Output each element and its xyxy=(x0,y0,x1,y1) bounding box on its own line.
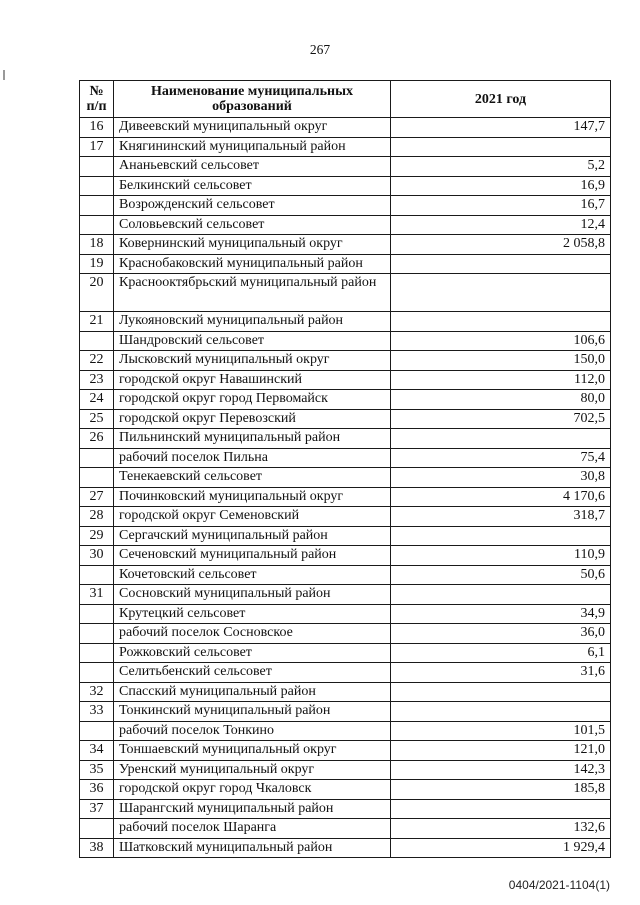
row-name: городской округ Перевозский xyxy=(114,409,391,429)
document-id: 0404/2021-1104(1) xyxy=(508,878,610,892)
table-body xyxy=(80,118,611,858)
table-row xyxy=(80,682,611,702)
table-row xyxy=(80,741,611,761)
row-value xyxy=(391,429,611,449)
row-number: 28 xyxy=(80,507,114,527)
row-number: 23 xyxy=(80,370,114,390)
row-number: 29 xyxy=(80,526,114,546)
row-number: 37 xyxy=(80,799,114,819)
row-number: 30 xyxy=(80,546,114,566)
row-number: 33 xyxy=(80,702,114,722)
row-value: 185,8 xyxy=(391,780,611,800)
row-name: Пильнинский муниципальный район xyxy=(114,429,391,449)
row-name: Шатковский муниципальный район xyxy=(114,838,391,858)
row-value: 16,9 xyxy=(391,176,611,196)
table-row xyxy=(80,565,611,585)
row-name: городской округ Семеновский xyxy=(114,507,391,527)
table-row xyxy=(80,643,611,663)
table-row xyxy=(80,137,611,157)
header-year: 2021 год xyxy=(391,81,611,118)
table-row xyxy=(80,585,611,605)
row-value xyxy=(391,137,611,157)
row-value xyxy=(391,799,611,819)
row-value: 31,6 xyxy=(391,663,611,683)
row-value xyxy=(391,702,611,722)
row-value: 75,4 xyxy=(391,448,611,468)
row-name: Ананьевский сельсовет xyxy=(114,157,391,177)
row-value: 36,0 xyxy=(391,624,611,644)
row-number: 34 xyxy=(80,741,114,761)
row-number: 24 xyxy=(80,390,114,410)
row-number xyxy=(80,663,114,683)
row-number xyxy=(80,643,114,663)
row-number: 32 xyxy=(80,682,114,702)
row-name: Крутецкий сельсовет xyxy=(114,604,391,624)
row-name: Кочетовский сельсовет xyxy=(114,565,391,585)
row-name: Дивеевский муниципальный округ xyxy=(114,118,391,138)
row-value: 4 170,6 xyxy=(391,487,611,507)
row-name: Соловьевский сельсовет xyxy=(114,215,391,235)
table-row xyxy=(80,780,611,800)
table-row xyxy=(80,487,611,507)
row-name: Тонкинский муниципальный район xyxy=(114,702,391,722)
table-row xyxy=(80,799,611,819)
row-number xyxy=(80,157,114,177)
row-number xyxy=(80,468,114,488)
table-row xyxy=(80,468,611,488)
row-name: Шарангский муниципальный район xyxy=(114,799,391,819)
row-number xyxy=(80,721,114,741)
row-value: 132,6 xyxy=(391,819,611,839)
table-row xyxy=(80,838,611,858)
row-name: Возрожденский сельсовет xyxy=(114,196,391,216)
row-number xyxy=(80,196,114,216)
row-name: городской округ город Чкаловск xyxy=(114,780,391,800)
row-number: 36 xyxy=(80,780,114,800)
row-name: Спасский муниципальный район xyxy=(114,682,391,702)
header-name: Наименование муниципальных образований xyxy=(114,81,391,118)
row-name: Белкинский сельсовет xyxy=(114,176,391,196)
row-number xyxy=(80,819,114,839)
table-header-row xyxy=(80,81,611,118)
row-value: 30,8 xyxy=(391,468,611,488)
row-number xyxy=(80,604,114,624)
row-name: городской округ Навашинский xyxy=(114,370,391,390)
row-number xyxy=(80,176,114,196)
row-value: 5,2 xyxy=(391,157,611,177)
row-value: 112,0 xyxy=(391,370,611,390)
header-number: № п/п xyxy=(80,81,114,118)
table-row xyxy=(80,663,611,683)
table-row xyxy=(80,331,611,351)
table-row xyxy=(80,507,611,527)
row-name: Уренский муниципальный округ xyxy=(114,760,391,780)
row-name: Селитьбенский сельсовет xyxy=(114,663,391,683)
table-row xyxy=(80,409,611,429)
table-row xyxy=(80,215,611,235)
row-value: 6,1 xyxy=(391,643,611,663)
row-value: 16,7 xyxy=(391,196,611,216)
row-number xyxy=(80,565,114,585)
table-row xyxy=(80,370,611,390)
row-name: рабочий поселок Пильна xyxy=(114,448,391,468)
row-name: рабочий поселок Тонкино xyxy=(114,721,391,741)
row-value: 110,9 xyxy=(391,546,611,566)
row-number: 27 xyxy=(80,487,114,507)
row-value xyxy=(391,585,611,605)
budget-table xyxy=(79,80,611,858)
row-number: 20 xyxy=(80,274,114,312)
row-number: 21 xyxy=(80,312,114,332)
table-row xyxy=(80,429,611,449)
table-row xyxy=(80,254,611,274)
table-row xyxy=(80,390,611,410)
row-number xyxy=(80,624,114,644)
row-name: Княгининский муниципальный район xyxy=(114,137,391,157)
scan-edge-mark xyxy=(3,70,5,80)
table-row xyxy=(80,526,611,546)
row-value: 101,5 xyxy=(391,721,611,741)
row-number: 16 xyxy=(80,118,114,138)
row-name: Шандровский сельсовет xyxy=(114,331,391,351)
table-row xyxy=(80,702,611,722)
table-row xyxy=(80,604,611,624)
row-number xyxy=(80,215,114,235)
row-name: Ковернинский муниципальный округ xyxy=(114,235,391,255)
row-name: Починковский муниципальный округ xyxy=(114,487,391,507)
table-row xyxy=(80,351,611,371)
table-row xyxy=(80,176,611,196)
row-value: 12,4 xyxy=(391,215,611,235)
table-row xyxy=(80,760,611,780)
row-number: 31 xyxy=(80,585,114,605)
row-number xyxy=(80,448,114,468)
row-number: 19 xyxy=(80,254,114,274)
row-value: 147,7 xyxy=(391,118,611,138)
table-row xyxy=(80,624,611,644)
table-row xyxy=(80,196,611,216)
row-value xyxy=(391,312,611,332)
table-row xyxy=(80,312,611,332)
row-name: Краснобаковский муниципальный район xyxy=(114,254,391,274)
page-number: 267 xyxy=(309,42,331,57)
row-value: 2 058,8 xyxy=(391,235,611,255)
row-number: 18 xyxy=(80,235,114,255)
row-value: 142,3 xyxy=(391,760,611,780)
row-value: 80,0 xyxy=(391,390,611,410)
row-name: Рожковский сельсовет xyxy=(114,643,391,663)
row-name: Краснооктябрьский муниципальный район xyxy=(114,274,391,312)
row-value: 106,6 xyxy=(391,331,611,351)
row-number: 38 xyxy=(80,838,114,858)
row-number: 25 xyxy=(80,409,114,429)
row-value xyxy=(391,254,611,274)
table-row xyxy=(80,118,611,138)
row-name: Сергачский муниципальный район xyxy=(114,526,391,546)
row-name: рабочий поселок Шаранга xyxy=(114,819,391,839)
row-number: 26 xyxy=(80,429,114,449)
row-value: 50,6 xyxy=(391,565,611,585)
row-name: Сосновский муниципальный район xyxy=(114,585,391,605)
row-name: Лысковский муниципальный округ xyxy=(114,351,391,371)
row-value: 150,0 xyxy=(391,351,611,371)
row-name: Сеченовский муниципальный район xyxy=(114,546,391,566)
table-row xyxy=(80,157,611,177)
row-value: 34,9 xyxy=(391,604,611,624)
row-number: 22 xyxy=(80,351,114,371)
table-row xyxy=(80,448,611,468)
table-row xyxy=(80,274,611,312)
row-value: 318,7 xyxy=(391,507,611,527)
table-row xyxy=(80,819,611,839)
row-value xyxy=(391,526,611,546)
row-value: 1 929,4 xyxy=(391,838,611,858)
row-value xyxy=(391,682,611,702)
row-value xyxy=(391,274,611,312)
row-number: 17 xyxy=(80,137,114,157)
row-name: городской округ город Первомайск xyxy=(114,390,391,410)
row-value: 121,0 xyxy=(391,741,611,761)
table-row xyxy=(80,546,611,566)
table-row xyxy=(80,721,611,741)
table-row xyxy=(80,235,611,255)
row-value: 702,5 xyxy=(391,409,611,429)
row-name: Лукояновский муниципальный район xyxy=(114,312,391,332)
row-name: рабочий поселок Сосновское xyxy=(114,624,391,644)
row-number: 35 xyxy=(80,760,114,780)
row-number xyxy=(80,331,114,351)
row-name: Тоншаевский муниципальный округ xyxy=(114,741,391,761)
row-name: Тенекаевский сельсовет xyxy=(114,468,391,488)
